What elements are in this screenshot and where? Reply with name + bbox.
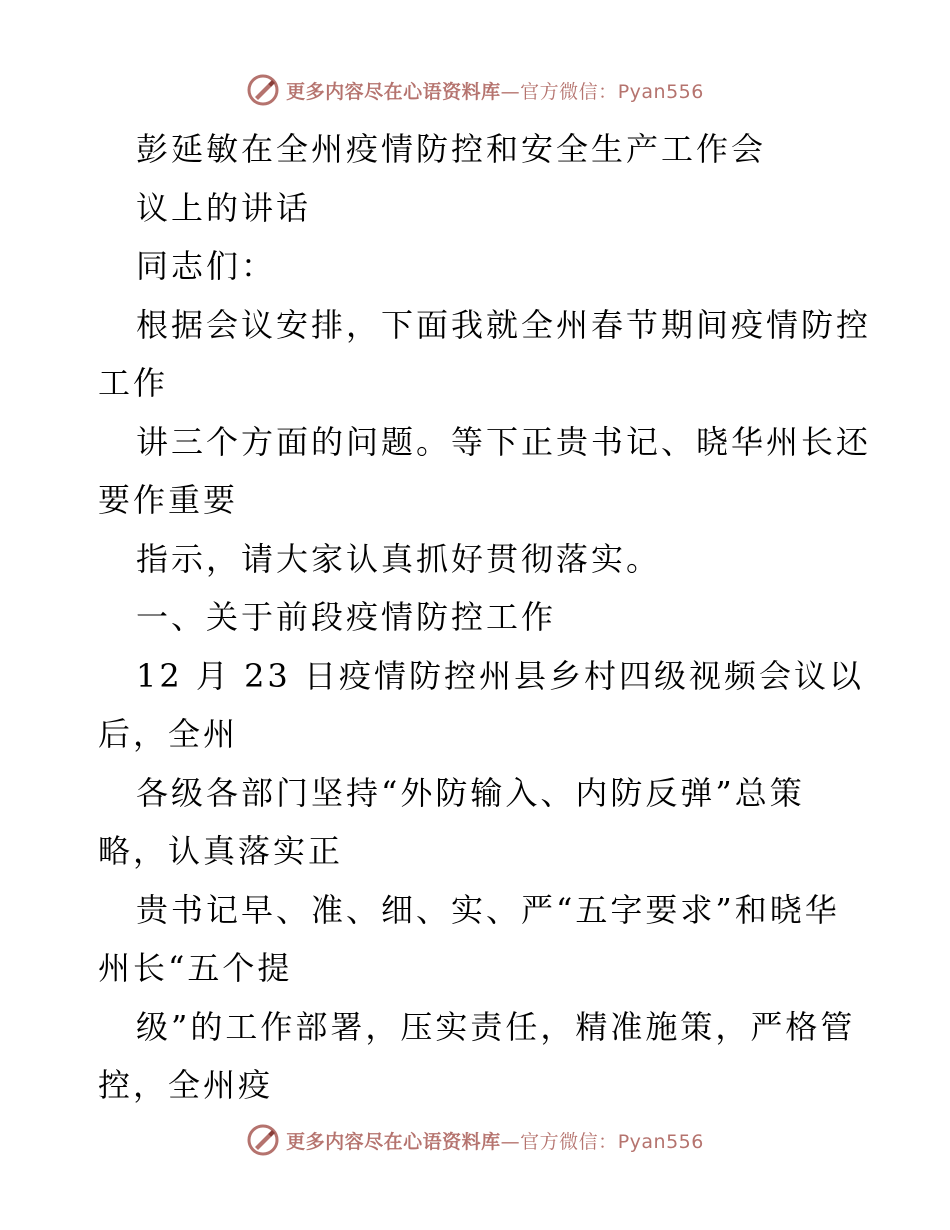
document-line: 各级各部门坚持“外防输入、内防反弹”总策: [136, 773, 805, 812]
document-line: 要作重要: [98, 481, 239, 519]
document-line: 控，全州疫: [98, 1066, 274, 1104]
footer-watermark: [0, 1120, 950, 1160]
document-line: 略，认真落实正: [98, 832, 344, 870]
document-line: 讲三个方面的问题。等下正贵书记、晓华州长还: [136, 422, 872, 461]
pen-seal-icon: [246, 1123, 280, 1157]
document-line: 级”的工作部署，压实责任，精准施策，严格管: [136, 1007, 856, 1046]
watermark-text: 更多内容尽在心语资料库—官方微信：Pyan556: [286, 1130, 704, 1153]
document-line: 同志们：: [136, 247, 277, 285]
document-line: 贵书记早、准、细、实、严“五字要求”和晓华: [136, 890, 840, 929]
document-line: 指示，请大家认真抓好贯彻落实。: [136, 539, 662, 578]
document-line: 工作: [98, 364, 169, 402]
document-line: 彭延敏在全州疫情防控和安全生产工作会: [136, 130, 767, 168]
header-watermark: [0, 70, 950, 110]
document-line: 后，全州: [98, 715, 239, 753]
document-body: [98, 120, 872, 1115]
pen-seal-icon: [246, 73, 280, 107]
document-line: 一、关于前段疫情防控工作: [136, 598, 557, 636]
document-line: 12 月 23 日疫情防控州县乡村四级视频会议以: [136, 656, 864, 695]
document-line: 议上的讲话: [136, 188, 312, 227]
document-line: 根据会议安排，下面我就全州春节期间疫情防控: [136, 305, 872, 344]
document-line: 州长“五个提: [98, 949, 293, 987]
watermark-text: 更多内容尽在心语资料库—官方微信：Pyan556: [286, 80, 704, 103]
